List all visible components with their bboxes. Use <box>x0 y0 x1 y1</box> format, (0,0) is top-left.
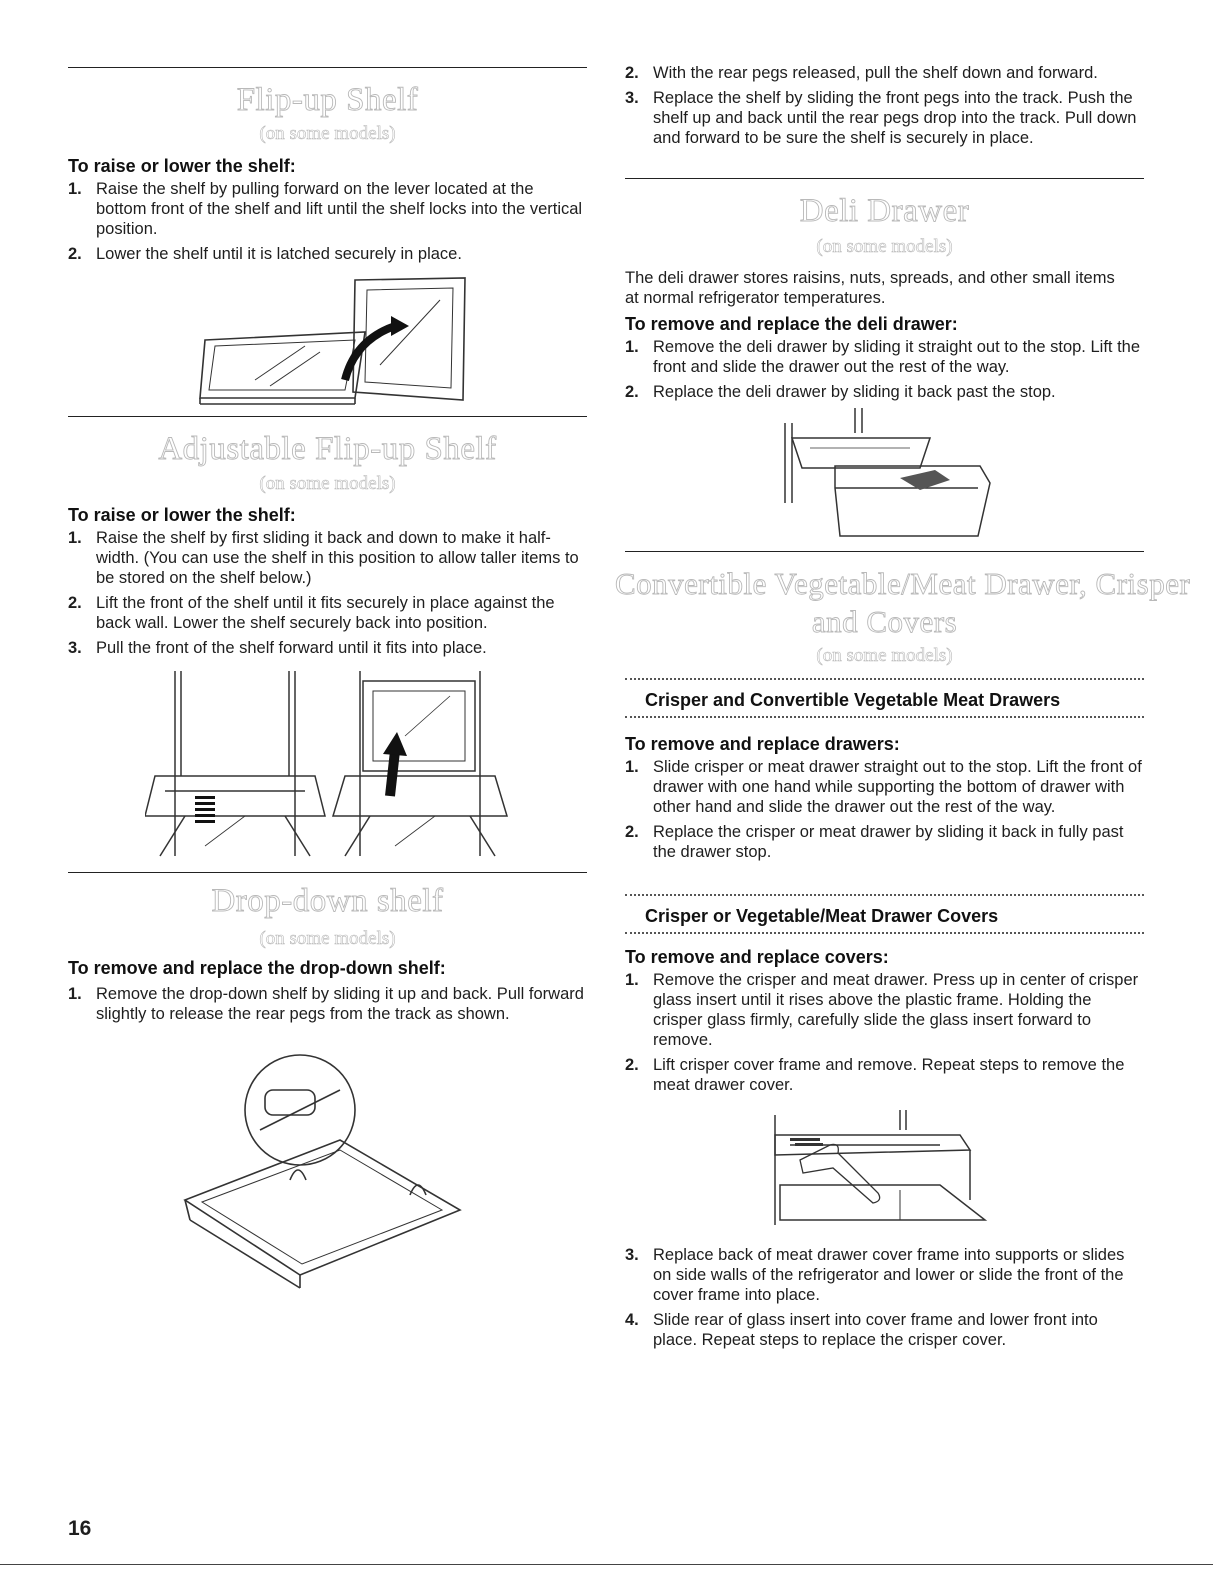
section-subtitle: (on some models) <box>816 645 953 666</box>
instruction-heading: To remove and replace covers: <box>625 947 889 967</box>
deli-drawer-illustration <box>780 408 1000 543</box>
deli-steps <box>625 337 1145 407</box>
drop-down-steps <box>68 984 588 1029</box>
drop-down-shelf-illustration <box>180 1050 480 1290</box>
instruction-heading: To remove and replace the drop-down shelf: <box>68 958 446 978</box>
step-item: 3. Replace the shelf by sliding the front pegs into the track. Push the shelf up and back until the rear pegs drop into the track. Pull down and forward to be sure the shelf is securely in place. <box>625 89 1137 147</box>
flip-up-steps <box>68 179 588 269</box>
section-title-deli-drawer: Deli Drawer <box>799 193 970 229</box>
step-item: 4. Slide rear of glass insert into cover frame and lower front into place. Repeat steps to replace the crisper cover. <box>625 1311 1098 1349</box>
step-item: 2. Lower the shelf until it is latched securely in place. <box>68 245 462 263</box>
step-item: 2. Replace the crisper or meat drawer by sliding it back in fully past the drawer stop. <box>625 823 1124 861</box>
section-divider <box>625 178 1144 179</box>
section-subtitle: (on some models) <box>259 928 396 949</box>
crisper-cover-illustration <box>770 1110 1000 1230</box>
drop-down-steps-continued <box>625 63 1145 153</box>
section-title-adjustable-flip-up-shelf: Adjustable Flip-up Shelf <box>158 431 497 467</box>
step-item: 1. Remove the deli drawer by sliding it straight out to the stop. Lift the front and slide the drawer out the rest of the way. <box>625 338 1141 376</box>
step-item: 3. Pull the front of the shelf forward until it fits into place. <box>68 639 487 657</box>
step-item: 1. Slide crisper or meat drawer straight out to the stop. Lift the front of drawer with one hand while supporting the bottom of drawer with other hand and slide the drawer out the rest of the way. <box>625 758 1142 816</box>
step-item: 1. Remove the crisper and meat drawer. Press up in center of crisper glass insert until it rises above the plastic frame. Holding the crisper glass firmly, carefully slide the glass insert forward to remove. <box>625 971 1139 1049</box>
step-item: 1. Remove the drop-down shelf by sliding it up and back. Pull forward slightly to release the rear pegs from the track as shown. <box>68 985 584 1023</box>
section-subtitle: (on some models) <box>816 236 953 257</box>
step-item: 1. Raise the shelf by pulling forward on the lever located at the bottom front of the shelf and lift until the shelf locks into the vertical position. <box>68 180 583 238</box>
section-divider <box>68 67 587 68</box>
step-item: 2. Lift the front of the shelf until it fits securely in place against the back wall. Lower the shelf securely back into position. <box>68 594 555 632</box>
section-subtitle: (on some models) <box>259 123 396 144</box>
section-divider <box>68 872 587 873</box>
step-item: 2. Lift crisper cover frame and remove. Repeat steps to remove the meat drawer cover. <box>625 1056 1125 1094</box>
page-bottom-rule <box>0 1564 1213 1565</box>
section-title-drop-down-shelf: Drop-down shelf <box>211 883 444 919</box>
section-title-convertible-drawer: Convertible Vegetable/Meat Drawer, Crisper <box>615 566 1191 601</box>
step-item: 3. Replace back of meat drawer cover frame into supports or slides on side walls of the refrigerator and lower or slide the front of the cover frame into place. <box>625 1246 1125 1304</box>
step-item: 2. Replace the deli drawer by sliding it back past the stop. <box>625 383 1056 401</box>
step-item: 2. With the rear pegs released, pull the shelf down and forward. <box>625 64 1098 82</box>
drawer-cover-steps <box>625 970 1145 1100</box>
section-subtitle: (on some models) <box>259 473 396 494</box>
box-bottom-rule <box>625 716 1144 718</box>
box-top-rule <box>625 678 1144 680</box>
section-divider <box>625 551 1144 552</box>
adjustable-steps <box>68 528 588 663</box>
instruction-heading: To remove and replace drawers: <box>625 734 900 754</box>
adjustable-shelf-illustration <box>145 666 525 862</box>
drawer-cover-steps-continued <box>625 1245 1145 1355</box>
crisper-drawer-steps <box>625 757 1145 867</box>
page-number: 16 <box>68 1517 92 1540</box>
box-bottom-rule <box>625 932 1144 934</box>
box-title-drawer-covers: Crisper or Vegetable/Meat Drawer Covers <box>645 906 999 926</box>
deli-intro: The deli drawer stores raisins, nuts, spreads, and other small items at normal refrigerator temperatures. <box>625 269 1115 307</box>
instruction-heading: To raise or lower the shelf: <box>68 505 296 525</box>
instruction-heading: To raise or lower the shelf: <box>68 156 296 176</box>
flip-up-shelf-illustration <box>195 270 475 410</box>
section-divider <box>68 416 587 417</box>
box-title-crisper-drawers: Crisper and Convertible Vegetable Meat Drawers <box>645 690 1061 710</box>
step-item: 1. Raise the shelf by first sliding it back and down to make it half-width. (You can use the shelf in this position to allow taller items to be stored on the shelf below.) <box>68 529 579 587</box>
instruction-heading: To remove and replace the deli drawer: <box>625 314 958 334</box>
box-top-rule <box>625 894 1144 896</box>
section-title-convertible-drawer-line2: and Covers <box>811 604 958 639</box>
section-title-flip-up-shelf: Flip-up Shelf <box>236 82 419 118</box>
